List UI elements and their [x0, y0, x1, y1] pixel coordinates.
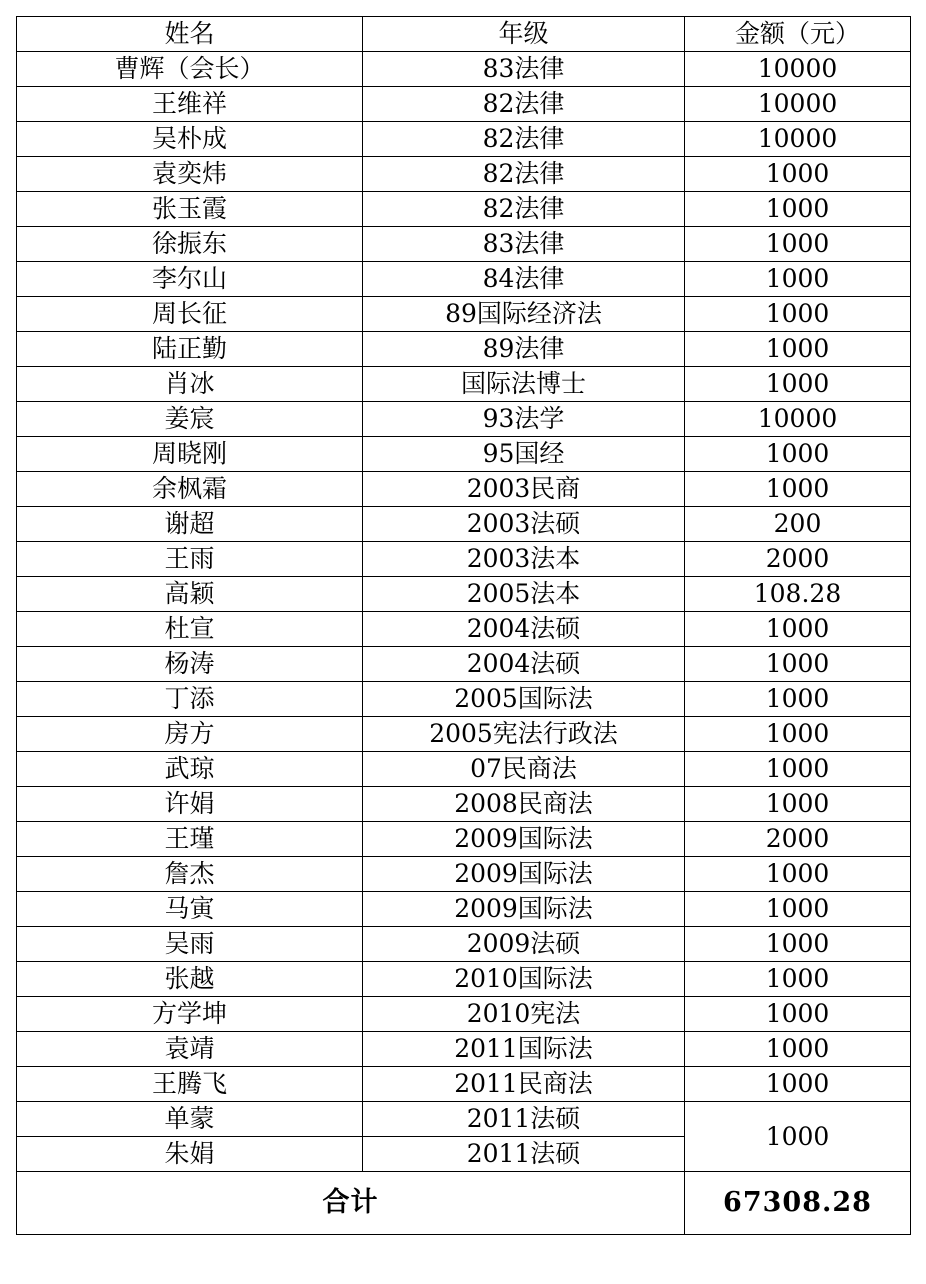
table-row: [17, 262, 911, 297]
cell-amount: 10000: [685, 87, 911, 122]
cell-grade: 2008民商法: [363, 787, 685, 822]
cell-amount: 1000: [685, 1032, 911, 1067]
table-row: [17, 822, 911, 857]
cell-grade: 2003民商: [363, 472, 685, 507]
cell-amount: 1000: [685, 157, 911, 192]
cell-name: 许娟: [17, 787, 363, 822]
cell-grade: 2010国际法: [363, 962, 685, 997]
cell-amount: 1000: [685, 647, 911, 682]
cell-grade: 83法律: [363, 227, 685, 262]
table-row: [17, 647, 911, 682]
cell-amount: 1000: [685, 332, 911, 367]
table-row: [17, 52, 911, 87]
header-row: [17, 17, 911, 52]
table-row: [17, 927, 911, 962]
cell-name: 王瑾: [17, 822, 363, 857]
cell-amount: 10000: [685, 52, 911, 87]
cell-grade: 89国际经济法: [363, 297, 685, 332]
cell-grade: 82法律: [363, 122, 685, 157]
cell-name: 单蒙: [17, 1102, 363, 1137]
cell-name: 曹辉（会长）: [17, 52, 363, 87]
cell-name: 陆正勤: [17, 332, 363, 367]
cell-name: 高颖: [17, 577, 363, 612]
cell-grade: 84法律: [363, 262, 685, 297]
cell-grade: 2005法本: [363, 577, 685, 612]
table-row: [17, 157, 911, 192]
cell-amount: 200: [685, 507, 911, 542]
cell-grade: 2010宪法: [363, 997, 685, 1032]
cell-name: 张越: [17, 962, 363, 997]
cell-grade: 2009国际法: [363, 892, 685, 927]
table-row: [17, 507, 911, 542]
table-row: [17, 542, 911, 577]
donation-table: [16, 16, 911, 1235]
cell-amount: 1000: [685, 1067, 911, 1102]
cell-name: 袁奕炜: [17, 157, 363, 192]
cell-amount: 1000: [685, 717, 911, 752]
cell-amount: 1000: [685, 682, 911, 717]
cell-amount: 1000: [685, 857, 911, 892]
cell-name: 袁靖: [17, 1032, 363, 1067]
total-label: 合计: [17, 1172, 685, 1235]
table-row: [17, 367, 911, 402]
header-amount: 金额（元）: [685, 17, 911, 52]
cell-grade: 89法律: [363, 332, 685, 367]
table-row: [17, 962, 911, 997]
cell-grade: 2011民商法: [363, 1067, 685, 1102]
cell-name: 周长征: [17, 297, 363, 332]
cell-amount: 1000: [685, 892, 911, 927]
table-row: [17, 612, 911, 647]
table-row: [17, 1102, 911, 1137]
cell-name: 余枫霜: [17, 472, 363, 507]
cell-grade: 83法律: [363, 52, 685, 87]
cell-grade: 2009国际法: [363, 857, 685, 892]
cell-grade: 82法律: [363, 192, 685, 227]
header-grade: 年级: [363, 17, 685, 52]
cell-grade: 2005宪法行政法: [363, 717, 685, 752]
cell-grade: 07民商法: [363, 752, 685, 787]
cell-amount: 1000: [685, 927, 911, 962]
cell-name: 丁添: [17, 682, 363, 717]
cell-name: 徐振东: [17, 227, 363, 262]
table-row: [17, 892, 911, 927]
cell-grade: 2009法硕: [363, 927, 685, 962]
cell-amount: 1000: [685, 962, 911, 997]
cell-grade: 93法学: [363, 402, 685, 437]
cell-grade: 82法律: [363, 157, 685, 192]
cell-amount: 2000: [685, 542, 911, 577]
header-name: 姓名: [17, 17, 363, 52]
cell-amount: 1000: [685, 997, 911, 1032]
cell-amount: 1000: [685, 472, 911, 507]
cell-name: 马寅: [17, 892, 363, 927]
table-row: [17, 717, 911, 752]
cell-name: 房方: [17, 717, 363, 752]
table-row: [17, 437, 911, 472]
cell-grade: 2011国际法: [363, 1032, 685, 1067]
cell-amount: 1000: [685, 192, 911, 227]
cell-name: 詹杰: [17, 857, 363, 892]
table-header: [17, 17, 911, 52]
cell-name: 李尔山: [17, 262, 363, 297]
cell-name: 吴雨: [17, 927, 363, 962]
table-row: [17, 87, 911, 122]
cell-name: 王维祥: [17, 87, 363, 122]
cell-grade: 2004法硕: [363, 612, 685, 647]
cell-name: 杜宣: [17, 612, 363, 647]
cell-grade: 2011法硕: [363, 1102, 685, 1137]
cell-grade: 2011法硕: [363, 1137, 685, 1172]
cell-amount: 1000: [685, 612, 911, 647]
cell-grade: 82法律: [363, 87, 685, 122]
table-row: [17, 122, 911, 157]
table-row: [17, 577, 911, 612]
cell-grade: 95国经: [363, 437, 685, 472]
cell-name: 姜宸: [17, 402, 363, 437]
cell-name: 武琼: [17, 752, 363, 787]
cell-grade: 2003法本: [363, 542, 685, 577]
cell-amount: 1000: [685, 262, 911, 297]
table-row: [17, 227, 911, 262]
table-row: [17, 192, 911, 227]
cell-grade: 2004法硕: [363, 647, 685, 682]
cell-amount: 1000: [685, 297, 911, 332]
cell-name: 周晓刚: [17, 437, 363, 472]
table-row: [17, 332, 911, 367]
cell-amount: 2000: [685, 822, 911, 857]
cell-name: 吴朴成: [17, 122, 363, 157]
total-row: [17, 1172, 911, 1235]
cell-grade: 2005国际法: [363, 682, 685, 717]
cell-name: 肖冰: [17, 367, 363, 402]
cell-amount: 1000: [685, 437, 911, 472]
cell-amount: 1000: [685, 227, 911, 262]
cell-amount: 10000: [685, 402, 911, 437]
cell-amount-merged: 1000: [685, 1102, 911, 1172]
table-body: [17, 52, 911, 1235]
cell-grade: 国际法博士: [363, 367, 685, 402]
cell-name: 杨涛: [17, 647, 363, 682]
table-row: [17, 402, 911, 437]
table-row: [17, 1067, 911, 1102]
table-row: [17, 752, 911, 787]
cell-amount: 108.28: [685, 577, 911, 612]
cell-amount: 1000: [685, 752, 911, 787]
cell-amount: 1000: [685, 367, 911, 402]
table-row: [17, 682, 911, 717]
table-row: [17, 787, 911, 822]
table-row: [17, 472, 911, 507]
cell-name: 谢超: [17, 507, 363, 542]
cell-amount: 1000: [685, 787, 911, 822]
cell-name: 张玉霞: [17, 192, 363, 227]
cell-grade: 2009国际法: [363, 822, 685, 857]
cell-name: 王雨: [17, 542, 363, 577]
total-amount: 67308.28: [685, 1172, 911, 1235]
cell-name: 朱娟: [17, 1137, 363, 1172]
table-row: [17, 857, 911, 892]
cell-grade: 2003法硕: [363, 507, 685, 542]
cell-name: 方学坤: [17, 997, 363, 1032]
table-row: [17, 997, 911, 1032]
table-row: [17, 297, 911, 332]
cell-name: 王腾飞: [17, 1067, 363, 1102]
cell-amount: 10000: [685, 122, 911, 157]
table-row: [17, 1032, 911, 1067]
